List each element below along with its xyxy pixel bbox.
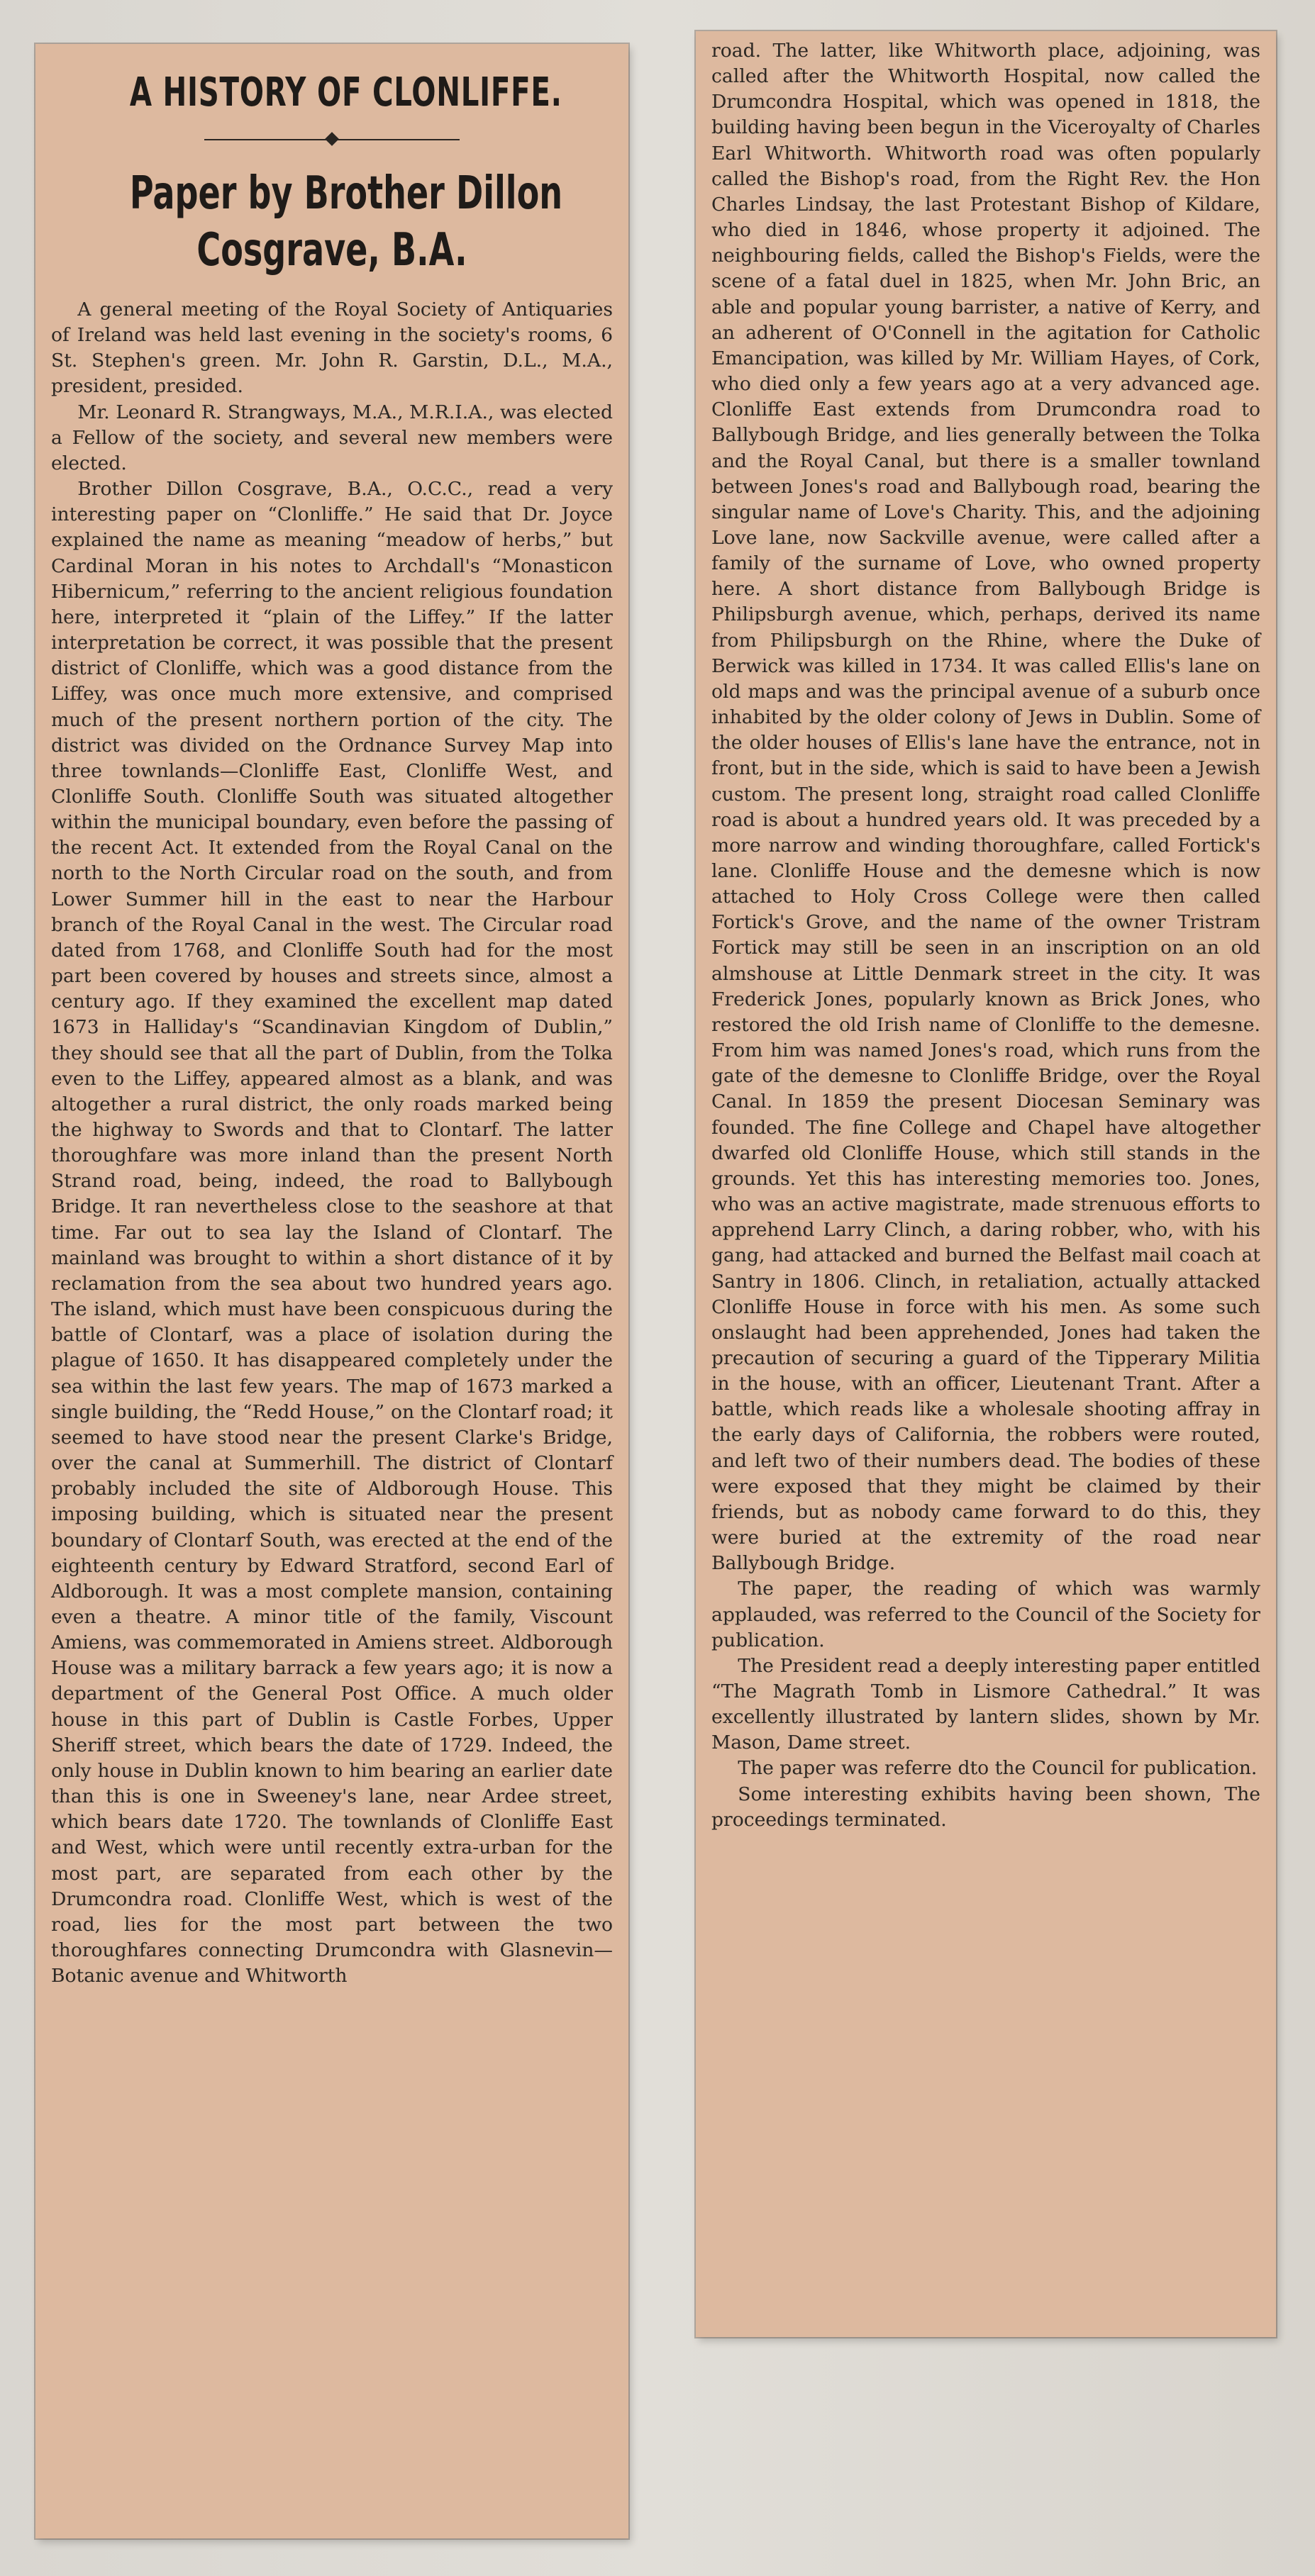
paragraph: The paper was referre dto the Council for publication. xyxy=(738,1757,1258,1780)
subheadline-line-1: Paper by Brother Dillon xyxy=(129,167,563,220)
article-body-right xyxy=(711,38,1260,1833)
paragraph: road. The latter, like Whitworth place, adjoining, was called after the Whitworth Hospital, now called the Drumcondra Hospital, which was opened in 1818, the building having been begun in the Viceroyalty of Charles Earl Whitworth. Whitworth road was often popularly called the Bishop's road, from the Right Rev. the Hon Charles Lindsay, the last Protestant Bishop of Kildare, who died in 1846, whose property it adjoined. The neighbouring fields, called the Bishop's Fields, were the scene of a fatal duel in 1825, when Mr. John Bric, an able and popular young barrister, a native of Kerry, and an adherent of O'Connell in the agitation for Catholic Emancipation, was killed by Mr. William Hayes, of Cork, who died only a few years ago at a very advanced age. Clonliffe East extends from Drumcondra road to Ballybough Bridge, and lies generally between the Tolka and the Royal Canal, but there is a smaller townland between Jones's road and Ballybough road, bearing the singular name of Love's Charity. This, and the adjoining Love lane, now Sackville avenue, were called after a family of the surname of Love, who owned property here. A short distance from Ballybough Bridge is Philipsburgh avenue, which, perhaps, derived its name from Philipsburgh on the Rhine, where the Duke of Berwick was killed in 1734. It was called Ellis's lane on old maps and was the principal avenue of a suburb once inhabited by the older colony of Jews in Dublin. Some of the older houses of Ellis's lane have the entrance, not in front, but in the side, which is said to have been a Jewish custom. The present long, straight road called Clonliffe road is about a hundred years old. It was preceded by a more narrow and winding thoroughfare, called Fortick's lane. Clonliffe House and the demesne which is now attached to Holy Cross College were then called Fortick's Grove, and the name of the owner Tristram Fortick may still be seen in an inscription on an old almshouse at Little Denmark street in the city. It was Frederick Jones, popularly known as Brick Jones, who restored the old Irish name of Clonliffe to the demesne. From him was named Jones's road, which runs from the gate of the demesne to Clonliffe Bridge, over the Royal Canal. In 1859 the present Diocesan Seminary was founded. The fine College and Chapel have altogether dwarfed old Clonliffe House, which still stands in the grounds. Yet this has interesting memories too. Jones, who was an active magistrate, made strenuous efforts to apprehend Larry Clinch, a daring robber, who, with his gang, had attacked and burned the Belfast mail coach at Santry in 1806. Clinch, in retaliation, actually attacked Clonliffe House in force with his men. As some such onslaught had been apprehended, Jones had taken the precaution of securing a guard of the Tipperary Militia in the house, with an officer, Lieutenant Trant. After a battle, which reads like a wholesale shooting affray in the early days of California, the robbers were routed, and left two of their numbers dead. The bodies of these were exposed that they might be claimed by their friends, but as nobody came forward to do this, they were buried at the extremity of the road near Ballybough Bridge. xyxy=(711,40,1260,1575)
ornament-divider xyxy=(204,134,460,145)
paragraph: Brother Dillon Cosgrave, B.A., O.C.C., read a very interesting paper on “Clonliffe.” He said that Dr. Joyce explained the name as meaning “meadow of herbs,” but Cardinal Moran in his notes to Archdall's “Monasticon Hibernicum,” referring to the ancient religious foundation here, interpreted it “plain of the Liffey.” If the latter interpretation be correct, it was possible that the present district of Clonliffe, which was a good distance from the Liffey, was once much more extensive, and comprised much of the present northern portion of the city. The district was divided on the Ordnance Survey Map into three townlands—Clonliffe East, Clonliffe West, and Clonliffe South. Clonliffe South was situated altogether within the municipal boundary, even before the passing of the recent Act. It extended from the Royal Canal on the north to the North Circular road on the south, and from Lower Summer hill in the east to near the Harbour branch of the Royal Canal in the west. The Circular road dated from 1768, and Clonliffe South had for the most part been covered by houses and streets since, almost a century ago. If they examined the excellent map dated 1673 in Halliday's “Scandinavian Kingdom of Dublin,” they should see that all the part of Dublin, from the Tolka even to the Liffey, appeared almost as a blank, and was altogether a rural district, the only roads marked being the highway to Swords and that to Clontarf. The latter thoroughfare was more inland than the present North Strand road, being, indeed, the road to Ballybough Bridge. It ran nevertheless close to the seashore at that time. Far out to sea lay the Island of Clontarf. The mainland was brought to within a short distance of it by reclamation from the sea about two hundred years ago. The island, which must have been conspicuous during the battle of Clontarf, was a place of isolation during the plague of 1650. It has disappeared completely under the sea within the last few years. The map of 1673 marked a single building, the “Redd House,” on the Clontarf road; it seemed to have stood near the present Clarke's Bridge, over the canal at Summerhill. The district of Clontarf probably included the site of Aldborough House. This imposing building, which is situated near the present boundary of Clontarf South, was erected at the end of the eighteenth century by Edward Stratford, second Earl of Aldborough. It was a most complete mansion, containing even a theatre. A minor title of the family, Viscount Amiens, was commemorated in Amiens street. Aldborough House was a military barrack a few years ago; it is now a department of the General Post Office. A much older house in this part of Dublin is Castle Forbes, Upper Sheriff street, which bears the date of 1729. Indeed, the only house in Dublin known to him bearing an earlier date than this is one in Sweeney's lane, near Ardee street, which bears date 1720. The townlands of Clonliffe East and West, which were until recently extra-urban for the most part, are separated from each other by the Drumcondra road. Clonliffe West, which is west of the road, lies for the most part between the two thoroughfares connecting Drumcondra with Glasnevin—Botanic avenue and Whitworth xyxy=(51,478,613,1987)
clipping-left-content xyxy=(51,44,613,2538)
clipping-right xyxy=(696,31,1276,2337)
paragraph: The President read a deeply interesting paper entitled “The Magrath Tomb in Lismore Cathedral.” It was excellently illustrated by lantern slides, shown by Mr. Mason, Dame street. xyxy=(711,1654,1260,1754)
subheadline xyxy=(129,165,563,279)
clipping-left xyxy=(35,44,628,2538)
headline: A HISTORY OF CLONLIFFE. xyxy=(129,69,562,116)
article-body-left xyxy=(51,297,613,1989)
diamond-icon xyxy=(325,132,339,146)
paragraph: Some interesting exhibits having been shown, The proceedings terminated. xyxy=(711,1783,1260,1831)
clipping-right-content xyxy=(711,31,1260,2337)
paragraph: Mr. Leonard R. Strangways, M.A., M.R.I.A., was elected a Fellow of the society, and several new members were elected. xyxy=(51,401,613,474)
subheadline-line-2: Cosgrave, B.A. xyxy=(196,224,467,277)
paragraph: A general meeting of the Royal Society of Antiquaries of Ireland was held last evening in the society's rooms, 6 St. Stephen's green. Mr. John R. Garstin, D.L., M.A., president, presided. xyxy=(51,299,613,398)
paragraph: The paper, the reading of which was warmly applauded, was referred to the Council of the Society for publication. xyxy=(711,1578,1260,1651)
